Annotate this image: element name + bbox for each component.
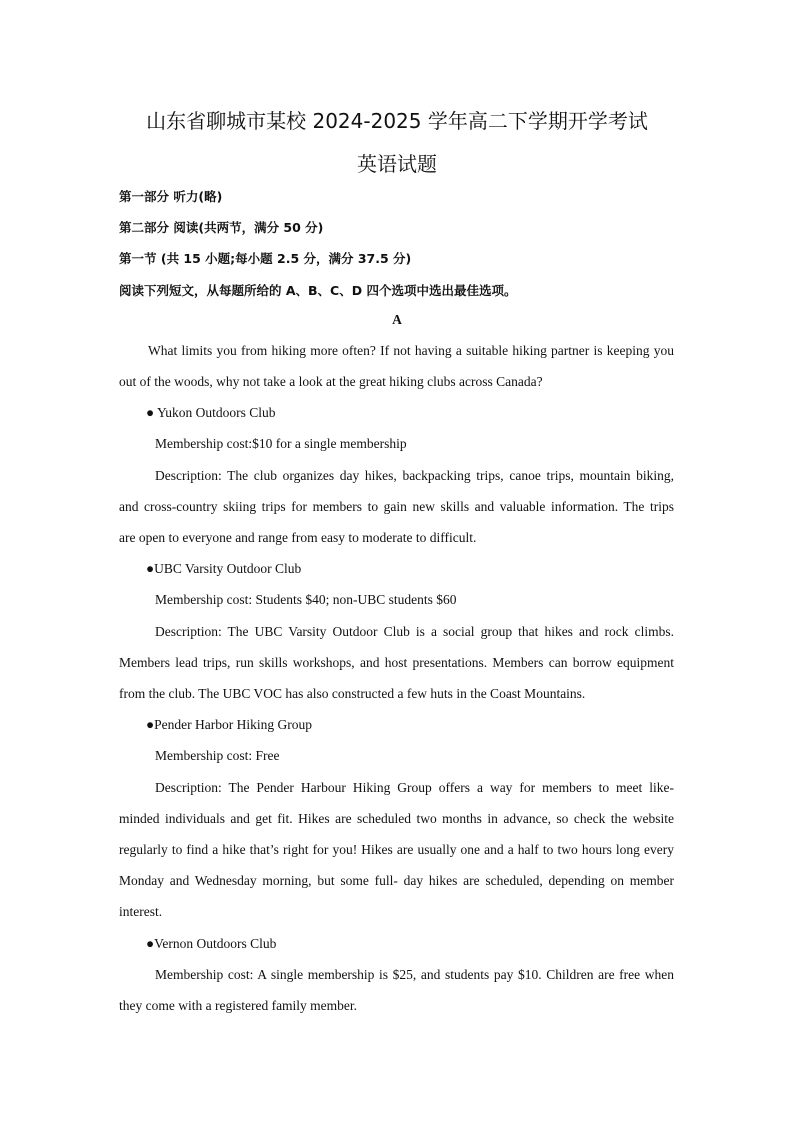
club-desc-pender-2: minded individuals and get fit. Hikes are scheduled two months in advance, so check the website	[119, 811, 674, 826]
club-desc-pender-5: interest.	[119, 904, 163, 919]
club-cost-vernon-2: they come with a registered family member.	[119, 998, 358, 1013]
club-desc-pender-1: Description: The Pender Harbour Hiking Group offers a way for members to meet like-	[155, 780, 674, 795]
passage-label: A	[392, 312, 402, 327]
section1-heading: 第一节 (共 15 小题;每小题 2.5 分，满分 37.5 分)	[119, 251, 412, 266]
intro-line-2: out of the woods, why not take a look at the great hiking clubs across Canada?	[119, 374, 543, 389]
club-desc-pender-4: Monday and Wednesday morning, but some full- day hikes are scheduled, depending on member	[119, 873, 674, 888]
club-cost-pender: Membership cost: Free	[155, 748, 280, 763]
club-desc-yukon-1: Description: The club organizes day hikes, backpacking trips, canoe trips, mountain biking,	[155, 468, 674, 483]
club-cost-yukon: Membership cost:$10 for a single membership	[155, 436, 407, 451]
exam-title: 山东省聊城市某校 2024-2025 学年高二下学期开学考试	[146, 109, 648, 133]
exam-subtitle: 英语试题	[357, 152, 437, 176]
club-cost-vernon-1: Membership cost: A single membership is $25, and students pay $10. Children are free when	[155, 967, 674, 982]
intro-line-1: What limits you from hiking more often? If not having a suitable hiking partner is keeping you	[148, 343, 674, 358]
club-desc-ubc-2: Members lead trips, run skills workshops, and host presentations. Members can borrow equipment	[119, 655, 674, 670]
club-desc-yukon-3: are open to everyone and range from easy to moderate to difficult.	[119, 530, 477, 545]
club-cost-ubc: Membership cost: Students $40; non-UBC students $60	[155, 592, 457, 607]
club-name-ubc: ●UBC Varsity Outdoor Club	[146, 561, 302, 576]
part2-heading: 第二部分 阅读(共两节，满分 50 分)	[119, 220, 324, 235]
part1-heading: 第一部分 听力(略)	[119, 189, 223, 204]
club-desc-pender-3: regularly to find a hike that’s right for you! Hikes are usually one and a half to two hours long every	[119, 842, 674, 857]
club-desc-ubc-1: Description: The UBC Varsity Outdoor Club is a social group that hikes and rock climbs.	[155, 624, 674, 639]
reading-instruction: 阅读下列短文，从每题所给的 A、B、C、D 四个选项中选出最佳选项。	[119, 283, 517, 298]
club-desc-yukon-2: and cross-country skiing trips for members to gain new skills and valuable information. The trips	[119, 499, 674, 514]
club-name-pender: ●Pender Harbor Hiking Group	[146, 717, 312, 732]
club-desc-ubc-3: from the club. The UBC VOC has also constructed a few huts in the Coast Mountains.	[119, 686, 586, 701]
club-name-vernon: ●Vernon Outdoors Club	[146, 936, 277, 951]
club-name-yukon: ● Yukon Outdoors Club	[146, 405, 276, 420]
